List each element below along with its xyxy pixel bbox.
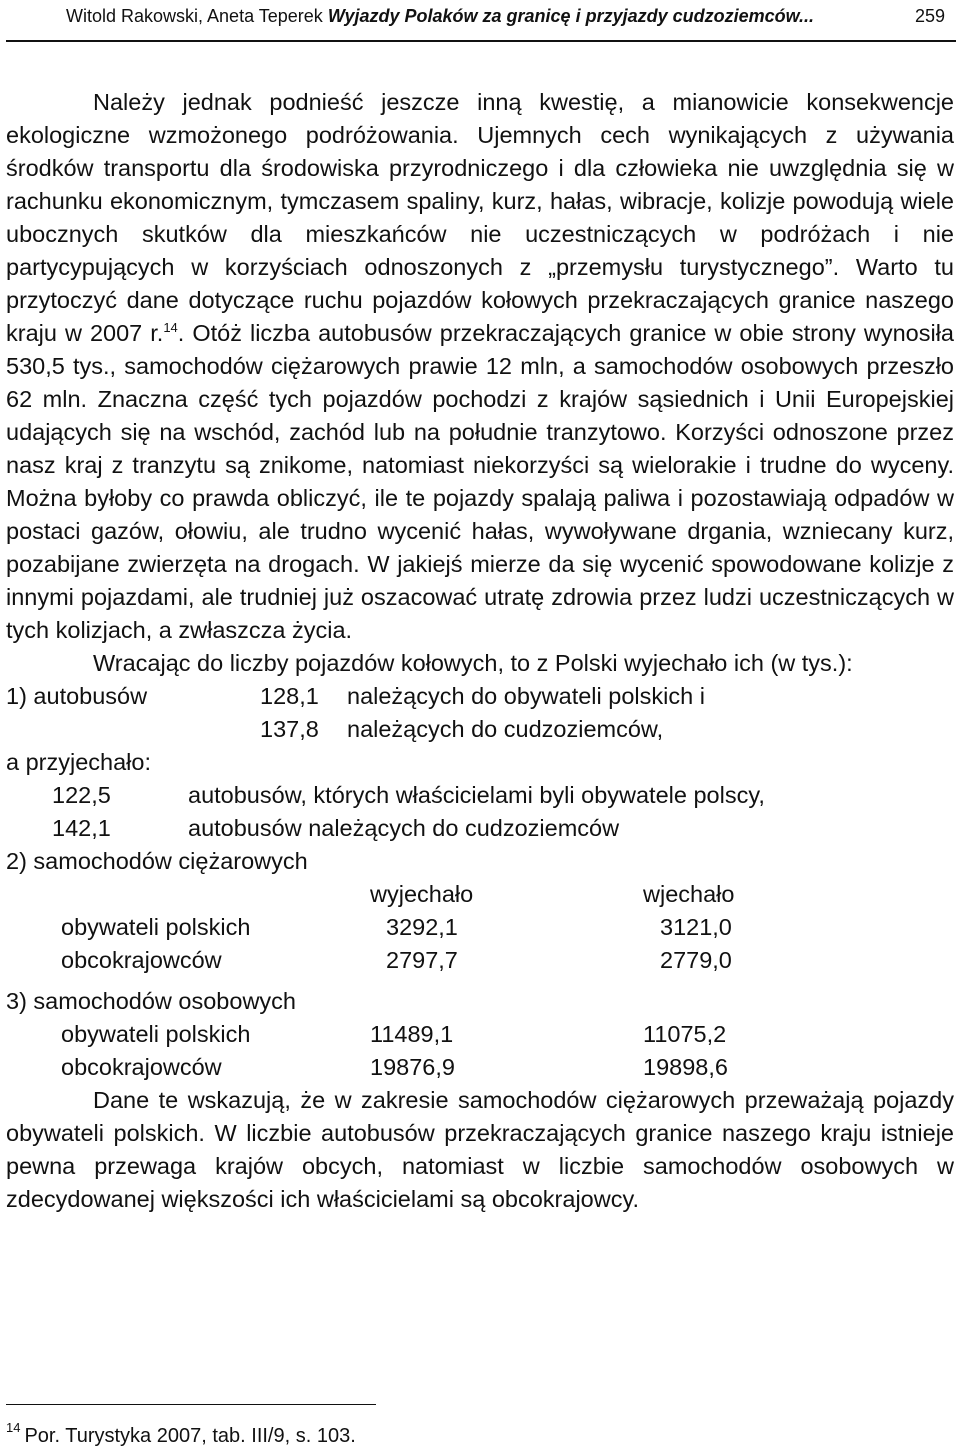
paragraph-vehicle-counts-intro: Wracając do liczby pojazdów kołowych, to z Polski wyjechało ich (w tys.):	[93, 650, 853, 676]
buses-label: 1) autobusów	[6, 683, 148, 709]
trucks-row-label: obcokrajowców	[61, 947, 222, 973]
trucks-row-in: 3121,0	[660, 914, 732, 940]
footnote-reference[interactable]: 14	[163, 320, 178, 335]
trucks-label: 2) samochodów ciężarowych	[6, 848, 308, 874]
header-authors-and-title	[66, 6, 814, 26]
buses-out-value: 128,1	[260, 683, 319, 709]
trucks-row-in: 2779,0	[660, 947, 732, 973]
paragraph-conclusion: Dane te wskazują, że w zakresie samochodów ciężarowych przeważają pojazdy obywateli polskich. W liczbie autobusów przekraczających granice naszego kraju istnieje pewna przewaga krajów obcych, natomiast w liczbie samochodów osobowych w zdecydowanej większości ich właścicielami są obcokrajowcy.	[6, 1087, 954, 1212]
running-header	[0, 0, 960, 44]
buses-out-value: 137,8	[260, 716, 319, 742]
footnote-rule	[6, 1404, 376, 1405]
header-rule	[6, 40, 956, 42]
cars-row-out: 11489,1	[370, 1021, 454, 1047]
footnote	[6, 1414, 356, 1450]
cars-row-in: 11075,2	[643, 1021, 727, 1047]
trucks-col-in-header: wjechało	[643, 881, 735, 907]
cars-section	[6, 985, 954, 1084]
buses-section	[6, 680, 954, 845]
buses-in-desc: autobusów, których właścicielami byli obywatele polscy,	[188, 782, 765, 808]
trucks-row-out: 3292,1	[386, 914, 458, 940]
cars-row-label: obywateli polskich	[61, 1021, 251, 1047]
page-number: 259	[915, 6, 946, 26]
footnote-text: Por. Turystyka 2007, tab. III/9, s. 103.	[24, 1425, 356, 1447]
cars-row-label: obcokrajowców	[61, 1054, 222, 1080]
buses-out-desc: należących do obywateli polskich i	[347, 683, 705, 709]
trucks-col-out-header: wyjechało	[370, 881, 474, 907]
paragraph-text: . Otóż liczba autobusów przekraczających granice w obie strony wynosiła 530,5 tys., samochodów ciężarowych prawie 12 mln, a samochodów osobowych przeszło 62 mln. Znaczna część tych pojazdów pochodzi z krajów sąsiednich i Unii Europejskiej udających się na wschód, zachód lub na południe tranzytowo. Korzyści odnoszone przez nasz kraj z tranzytu są znikome, natomiast niekorzyści są wielorakie i trudne do wyceny. Można byłoby co prawda obliczyć, ile te pojazdy spalają paliwa i pozostawiają odpadów w postaci gazów, ołowiu, ale trudno wycenić hałas, wywoływane drgania, wzniecany kurz, pozabijane zwierzęta na drogach. W jakiejś mierze da się wycenić spowodowane kolizje z innymi pojazdami, ale trudniej już oszacować utratę zdrowia przez ludzi uczestniczących w tych kolizjach, a zwłaszcza życia.	[6, 320, 954, 643]
cars-row-out: 19876,9	[370, 1054, 455, 1080]
buses-in-value: 122,5	[52, 782, 111, 808]
paragraph-ecological-consequences	[6, 86, 954, 647]
header-title: Wyjazdy Polaków za granicę i przyjazdy cudzoziemców...	[327, 6, 814, 26]
cars-label: 3) samochodów osobowych	[6, 988, 296, 1014]
header-authors: Witold Rakowski, Aneta Teperek	[66, 6, 323, 26]
buses-in-label: a przyjechało:	[6, 749, 151, 775]
cars-row-in: 19898,6	[643, 1054, 728, 1080]
paragraph-text: Należy jednak podnieść jeszcze inną kwestię, a mianowicie konsekwencje ekologiczne wzmożonego podróżowania. Ujemnych cech wynikających z używania środków transportu dla środowiska przyrodniczego i dla człowieka nie uwzględnia się w rachunku ekonomicznym, tymczasem spaliny, kurz, hałas, wibracje, kolizje powodują wiele ubocznych skutków dla mieszkańców nie uczestniczących w podróżach i nie partycypujących w korzyściach odnoszonych z „przemysłu turystycznego”. Warto tu przytoczyć dane dotyczące ruchu pojazdów kołowych przekraczających granice naszego kraju w 2007 r.	[6, 89, 954, 346]
trucks-row-label: obywateli polskich	[61, 914, 251, 940]
buses-out-desc: należących do cudzoziemców,	[347, 716, 664, 742]
footnote-number: 14	[6, 1420, 21, 1435]
buses-in-desc: autobusów należących do cudzoziemców	[188, 815, 620, 841]
body-text	[6, 86, 954, 1216]
trucks-section	[6, 845, 954, 977]
buses-in-value: 142,1	[52, 815, 111, 841]
trucks-row-out: 2797,7	[386, 947, 458, 973]
